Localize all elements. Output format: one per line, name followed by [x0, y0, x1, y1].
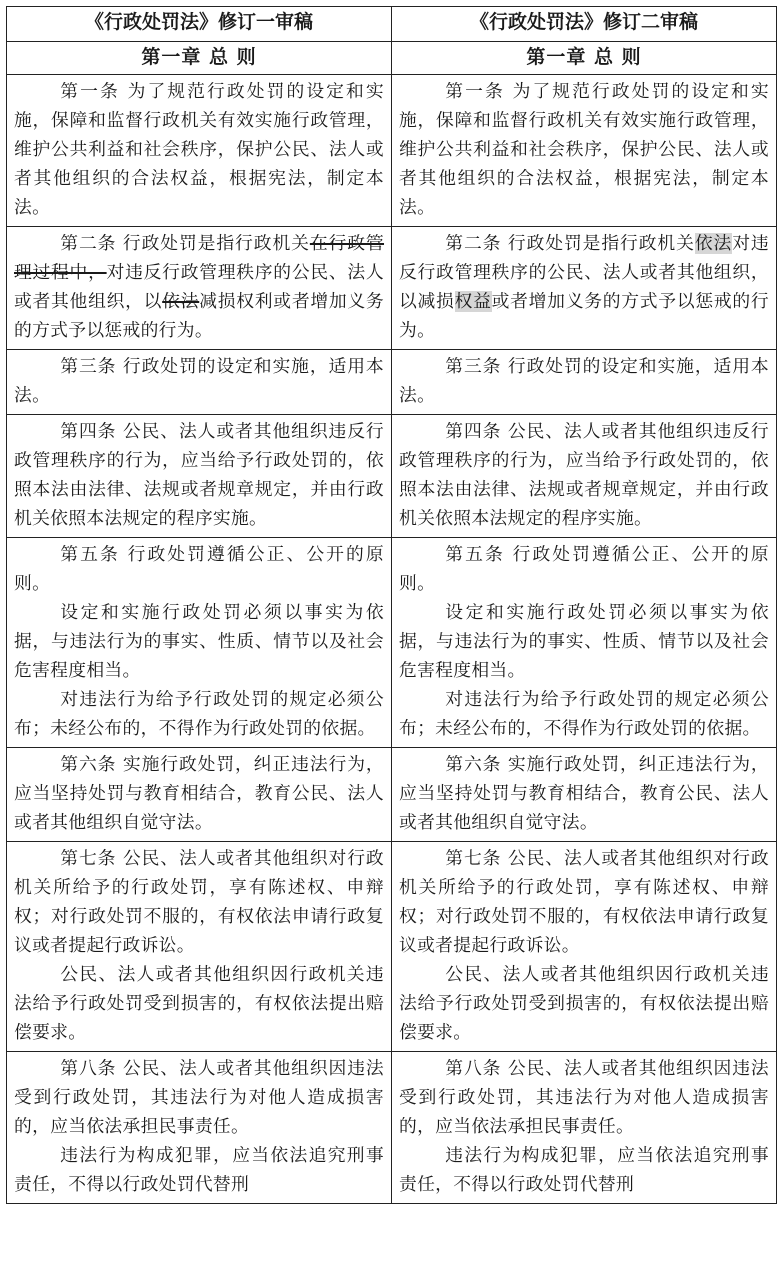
right-cell: [392, 1052, 777, 1204]
left-cell: [7, 748, 392, 842]
left-chapter-title: 第一章 总 则: [7, 42, 392, 75]
article-paragraph: 第八条 公民、法人或者其他组织因违法受到行政处罚，其违法行为对他人造成损害的，应当依法承担民事责任。: [399, 1058, 769, 1137]
left-cell: [7, 227, 392, 350]
left-cell: [7, 538, 392, 748]
inserted-text: 依法: [694, 233, 733, 254]
comparison-table: [6, 6, 777, 1204]
article-row-7: [7, 842, 777, 1052]
right-cell: [392, 538, 777, 748]
left-cell: [7, 1052, 392, 1204]
article-paragraph: 设定和实施行政处罚必须以事实为依据，与违法行为的事实、性质、情节以及社会危害程度相当。: [14, 602, 384, 681]
article-paragraph: [14, 229, 384, 345]
text-segment: 对违反行政管理秩序的公民、法人或者其他组织，以: [14, 262, 384, 312]
left-cell: [7, 350, 392, 415]
article-row-2: [7, 227, 777, 350]
header-row: [7, 7, 777, 42]
left-cell: [7, 75, 392, 227]
article-paragraph: 第六条 实施行政处罚，纠正违法行为，应当坚持处罚与教育相结合，教育公民、法人或者其他组织自觉守法。: [399, 754, 769, 833]
text-segment: 第二条 行政处罚是指行政机关: [60, 233, 310, 254]
article-row-5: [7, 538, 777, 748]
article-paragraph: 公民、法人或者其他组织因行政机关违法给予行政处罚受到损害的，有权依法提出赔偿要求。: [14, 964, 384, 1043]
deleted-text: 在行政管理过程中，: [14, 233, 385, 283]
left-cell: [7, 842, 392, 1052]
article-paragraph: 第一条 为了规范行政处罚的设定和实施，保障和监督行政机关有效实施行政管理，维护公共利益和社会秩序，保护公民、法人或者其他组织的合法权益，根据宪法，制定本法。: [14, 81, 384, 218]
article-paragraph: 第五条 行政处罚遵循公正、公开的原则。: [399, 544, 769, 594]
article-paragraph: 第七条 公民、法人或者其他组织对行政机关所给予的行政处罚，享有陈述权、申辩权；对行政处罚不服的，有权依法申请行政复议或者提起行政诉讼。: [399, 848, 769, 956]
article-row-8: [7, 1052, 777, 1204]
article-paragraph: 第八条 公民、法人或者其他组织因违法受到行政处罚，其违法行为对他人造成损害的，应当依法承担民事责任。: [14, 1058, 384, 1137]
article-paragraph: 第五条 行政处罚遵循公正、公开的原则。: [14, 544, 384, 594]
article-paragraph: 第三条 行政处罚的设定和实施，适用本法。: [399, 356, 769, 406]
text-segment: 减损权利或者增加义务的方式予以惩戒的行为。: [14, 291, 384, 341]
right-header: 《行政处罚法》修订二审稿: [392, 7, 777, 42]
article-paragraph: 设定和实施行政处罚必须以事实为依据，与违法行为的事实、性质、情节以及社会危害程度相当。: [399, 602, 769, 681]
article-paragraph: 第六条 实施行政处罚，纠正违法行为，应当坚持处罚与教育相结合，教育公民、法人或者其他组织自觉守法。: [14, 754, 384, 833]
article-paragraph: 公民、法人或者其他组织因行政机关违法给予行政处罚受到损害的，有权依法提出赔偿要求。: [399, 964, 769, 1043]
article-paragraph: 违法行为构成犯罪，应当依法追究刑事责任，不得以行政处罚代替刑: [14, 1145, 384, 1195]
right-cell: [392, 842, 777, 1052]
inserted-text: 权益: [454, 291, 492, 312]
article-row-4: [7, 415, 777, 538]
article-paragraph: 违法行为构成犯罪，应当依法追究刑事责任，不得以行政处罚代替刑: [399, 1145, 769, 1195]
article-paragraph: 第四条 公民、法人或者其他组织违反行政管理秩序的行为，应当给予行政处罚的，依照本法由法律、法规或者规章规定，并由行政机关依照本法规定的程序实施。: [399, 421, 769, 529]
article-paragraph: 对违法行为给予行政处罚的规定必须公布；未经公布的，不得作为行政处罚的依据。: [14, 689, 384, 739]
text-segment: 或者增加义务的方式予以惩戒的行为。: [399, 291, 769, 341]
article-row-6: [7, 748, 777, 842]
left-header: 《行政处罚法》修订一审稿: [7, 7, 392, 42]
article-row-3: [7, 350, 777, 415]
right-cell: [392, 350, 777, 415]
text-segment: 第二条 行政处罚是指行政机关: [445, 233, 695, 254]
text-segment: 对违反行政管理秩序的公民、法人或者其他组织，以减损: [399, 233, 769, 312]
article-paragraph: [399, 229, 769, 345]
article-paragraph: 第三条 行政处罚的设定和实施，适用本法。: [14, 356, 384, 406]
left-cell: [7, 415, 392, 538]
chapter-row: [7, 42, 777, 75]
right-cell: [392, 748, 777, 842]
article-paragraph: 第一条 为了规范行政处罚的设定和实施，保障和监督行政机关有效实施行政管理，维护公共利益和社会秩序，保护公民、法人或者其他组织的合法权益，根据宪法，制定本法。: [399, 81, 769, 218]
article-paragraph: 对违法行为给予行政处罚的规定必须公布；未经公布的，不得作为行政处罚的依据。: [399, 689, 769, 739]
article-paragraph: 第四条 公民、法人或者其他组织违反行政管理秩序的行为，应当给予行政处罚的，依照本法由法律、法规或者规章规定，并由行政机关依照本法规定的程序实施。: [14, 421, 384, 529]
right-cell: [392, 227, 777, 350]
right-cell: [392, 75, 777, 227]
deleted-text: 依法: [162, 291, 200, 312]
right-cell: [392, 415, 777, 538]
article-row-1: [7, 75, 777, 227]
right-chapter-title: 第一章 总 则: [392, 42, 777, 75]
article-paragraph: 第七条 公民、法人或者其他组织对行政机关所给予的行政处罚，享有陈述权、申辩权；对行政处罚不服的，有权依法申请行政复议或者提起行政诉讼。: [14, 848, 384, 956]
